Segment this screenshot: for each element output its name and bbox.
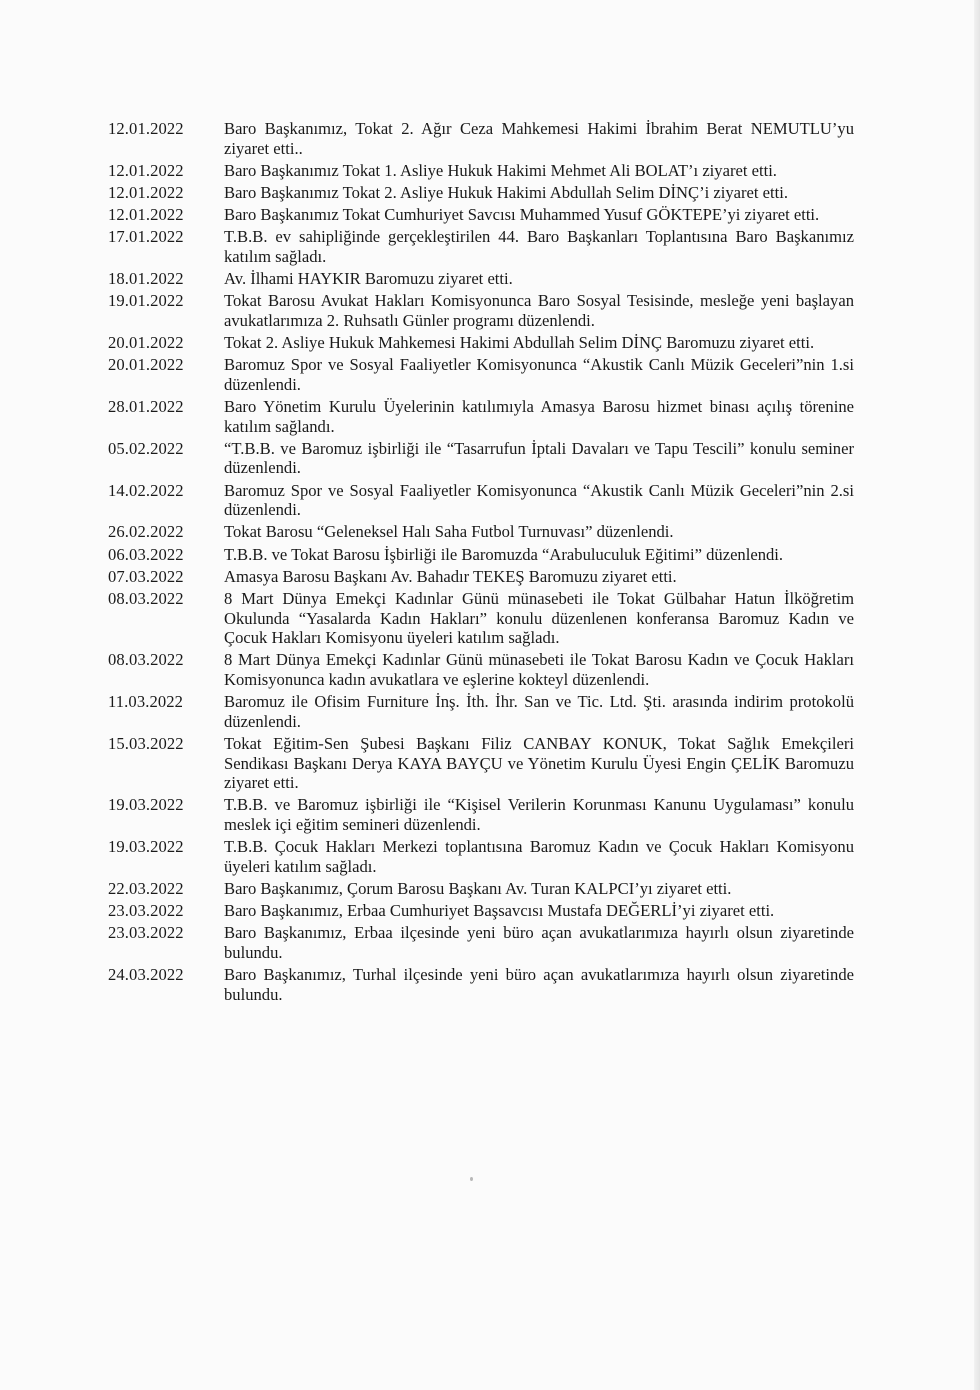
entry-date: 19.03.2022 [108,837,184,857]
entry-date: 23.03.2022 [108,901,184,921]
entry-date: 12.01.2022 [108,160,184,180]
entry-date: 23.03.2022 [108,923,184,943]
entry-text: Tokat Eğitim-Sen Şubesi Başkanı Filiz CANBAY KONUK, Tokat Sağlık Emekçileri Sendikası Başkanı Derya KAYA BAYÇU ve Yönetim Kurulu Üyesi Engin ÇELİK Baromuzu ziyaret etti. [224,733,854,793]
entry-date: 06.03.2022 [108,544,184,564]
activity-entry [108,879,854,899]
entry-text: 8 Mart Dünya Emekçi Kadınlar Günü münasebeti ile Tokat Barosu Kadın ve Çocuk Hakları Komisyonunca kadın avukatlara ve eşlerine kokteyl düzenlendi. [224,650,854,689]
activity-entry [108,650,854,689]
entry-date: 05.02.2022 [108,438,184,458]
activity-entry [108,692,854,731]
activity-entry [108,481,854,520]
entry-date: 12.01.2022 [108,119,184,138]
entry-date: 20.01.2022 [108,333,184,353]
entry-text: Baro Başkanımız, Erbaa Cumhuriyet Başsavcısı Mustafa DEĞERLİ’yi ziyaret etti. [224,901,775,921]
entry-text: T.B.B. ve Tokat Barosu İşbirliği ile Baromuzda “Arabuluculuk Eğitimi” düzenlendi. [224,544,784,564]
activity-entry [108,439,854,478]
activity-entry [108,965,854,1004]
activity-entry [108,227,854,266]
activity-entry [108,545,854,565]
entry-date: 19.03.2022 [108,795,184,815]
activity-entry [108,901,854,921]
entry-date: 17.01.2022 [108,227,184,247]
activity-entry [108,161,854,181]
entry-text: Baro Başkanımız Tokat 2. Asliye Hukuk Hakimi Abdullah Selim DİNÇ’i ziyaret etti. [224,182,789,202]
entry-date: 08.03.2022 [108,650,184,670]
entry-text: Tokat Barosu “Geleneksel Halı Saha Futbol Turnuvası” düzenlendi. [224,522,674,542]
activity-entry [108,795,854,834]
activity-entry [108,119,854,158]
entry-text: Baromuz ile Ofisim Furniture İnş. İth. İhr. San ve Tic. Ltd. Şti. arasında indirim protokolü düzenlendi. [224,692,854,731]
activity-entry [108,183,854,203]
entry-date: 18.01.2022 [108,269,184,289]
entry-date: 12.01.2022 [108,182,184,202]
activity-entry [108,355,854,394]
entry-date: 12.01.2022 [108,205,184,225]
activity-entry [108,397,854,436]
entry-date: 24.03.2022 [108,965,184,984]
entry-text: Baro Başkanımız Tokat 1. Asliye Hukuk Hakimi Mehmet Ali BOLAT’ı ziyaret etti. [224,160,777,180]
scan-speck [470,1177,473,1181]
entry-text: Baro Başkanımız, Turhal ilçesinde yeni büro açan avukatlarımıza hayırlı olsun ziyaretinde bulundu. [224,965,854,1004]
entry-date: 22.03.2022 [108,878,184,898]
entry-text: Baro Başkanımız Tokat Cumhuriyet Savcısı Muhammed Yusuf GÖKTEPE’yi ziyaret etti. [224,205,820,225]
entry-text: Baro Yönetim Kurulu Üyelerinin katılımıyla Amasya Barosu hizmet binası açılış törenine katılım sağlandı. [224,397,854,436]
entry-date: 26.02.2022 [108,522,184,542]
entry-text: Tokat Barosu Avukat Hakları Komisyonunca Baro Sosyal Tesisinde, mesleğe yeni başlayan avukatlarımıza 2. Ruhsatlı Günler programı düzenlendi. [224,291,854,330]
activity-entry [108,333,854,353]
activity-entry [108,734,854,793]
entry-date: 15.03.2022 [108,733,184,753]
activity-entry [108,837,854,876]
activity-entry [108,269,854,289]
entry-date: 19.01.2022 [108,291,184,311]
activity-entry [108,923,854,962]
activity-entry [108,589,854,648]
entry-text: T.B.B. ev sahipliğinde gerçekleştirilen 44. Baro Başkanları Toplantısına Baro Başkanımız katılım sağladı. [224,227,854,266]
entry-text: “T.B.B. ve Baromuz işbirliği ile “Tasarrufun İptali Davaları ve Tapu Tescili” konulu seminer düzenlendi. [224,438,854,478]
entry-text: 8 Mart Dünya Emekçi Kadınlar Günü münasebeti ile Tokat Gülbahar Hatun İlköğretim Okulunda “Yasalarda Kadın Hakları” konulu düzenlenen konferansa Baromuz Kadın ve Çocuk Hakları Komisyonu üyeleri katılım sağladı. [224,588,854,648]
entry-text: T.B.B. Çocuk Hakları Merkezi toplantısına Baromuz Kadın ve Çocuk Hakları Komisyonu üyeleri katılım sağladı. [224,837,854,876]
entry-text: Amasya Barosu Başkanı Av. Bahadır TEKEŞ Baromuzu ziyaret etti. [224,566,677,586]
entry-date: 28.01.2022 [108,397,184,417]
scan-edge [974,0,980,1390]
activity-entry [108,522,854,542]
activity-entry [108,205,854,225]
activity-entry [108,567,854,587]
entry-date: 07.03.2022 [108,566,184,586]
entry-text: Av. İlhami HAYKIR Baromuzu ziyaret etti. [224,269,513,289]
entry-text: Baromuz Spor ve Sosyal Faaliyetler Komisyonunca “Akustik Canlı Müzik Geceleri”nin 1.si düzenlendi. [224,355,854,394]
entry-date: 08.03.2022 [108,588,184,608]
entry-text: Baro Başkanımız, Erbaa ilçesinde yeni büro açan avukatlarımıza hayırlı olsun ziyaretinde bulundu. [224,923,854,962]
entry-text: Baromuz Spor ve Sosyal Faaliyetler Komisyonunca “Akustik Canlı Müzik Geceleri”nin 2.si düzenlendi. [224,480,854,520]
entry-date: 14.02.2022 [108,480,184,500]
entry-text: Baro Başkanımız, Çorum Barosu Başkanı Av. Turan KALPCI’yı ziyaret etti. [224,878,732,898]
activity-list [108,119,854,1007]
entry-date: 11.03.2022 [108,692,184,712]
entry-text: Tokat 2. Asliye Hukuk Mahkemesi Hakimi Abdullah Selim DİNÇ Baromuzu ziyaret etti. [224,333,815,353]
activity-entry [108,291,854,330]
entry-text: Baro Başkanımız, Tokat 2. Ağır Ceza Mahkemesi Hakimi İbrahim Berat NEMUTLU’yu ziyaret etti.. [224,119,854,158]
entry-text: T.B.B. ve Baromuz işbirliği ile “Kişisel Verilerin Korunması Kanunu Uygulaması” konulu meslek içi eğitim semineri düzenlendi. [224,795,854,834]
entry-date: 20.01.2022 [108,355,184,375]
